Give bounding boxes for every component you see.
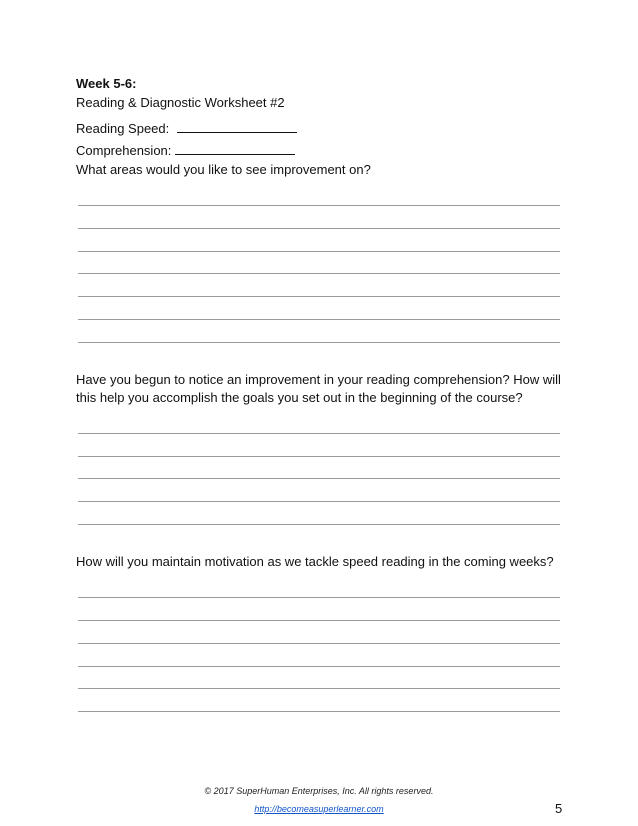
answer-line[interactable] [78, 342, 560, 343]
answer-line[interactable] [78, 643, 560, 644]
answer-line[interactable] [78, 273, 560, 274]
answer-line[interactable] [78, 456, 560, 457]
answer-line[interactable] [78, 319, 560, 320]
answer-line[interactable] [78, 433, 560, 434]
question-2-line-1: Have you begun to notice an improvement in your reading comprehension? How will [76, 372, 561, 387]
week-heading: Week 5-6: [76, 76, 137, 91]
worksheet-title: Reading & Diagnostic Worksheet #2 [76, 95, 285, 110]
reading-speed-label: Reading Speed: [76, 121, 170, 136]
footer-copyright: © 2017 SuperHuman Enterprises, Inc. All rights reserved. [204, 786, 434, 796]
answer-line[interactable] [78, 296, 560, 297]
reading-speed-blank[interactable] [177, 119, 297, 133]
reading-speed-row [76, 119, 297, 137]
answer-line[interactable] [78, 597, 560, 598]
page-number: 5 [555, 801, 563, 816]
question-1: What areas would you like to see improvement on? [76, 162, 371, 177]
answer-line[interactable] [78, 478, 560, 479]
answer-line[interactable] [78, 228, 560, 229]
footer-link[interactable]: http://becomeasuperlearner.com [254, 804, 384, 814]
answer-line[interactable] [78, 501, 560, 502]
answer-line[interactable] [78, 524, 560, 525]
comprehension-blank[interactable] [175, 141, 295, 155]
question-3: How will you maintain motivation as we tackle speed reading in the coming weeks? [76, 554, 554, 569]
comprehension-label: Comprehension: [76, 143, 172, 158]
answer-line[interactable] [78, 688, 560, 689]
answer-line[interactable] [78, 666, 560, 667]
answer-line[interactable] [78, 711, 560, 712]
question-2-line-2: this help you accomplish the goals you set out in the beginning of the course? [76, 390, 523, 405]
answer-line[interactable] [78, 251, 560, 252]
answer-line[interactable] [78, 620, 560, 621]
answer-line[interactable] [78, 205, 560, 206]
comprehension-row [76, 141, 295, 159]
